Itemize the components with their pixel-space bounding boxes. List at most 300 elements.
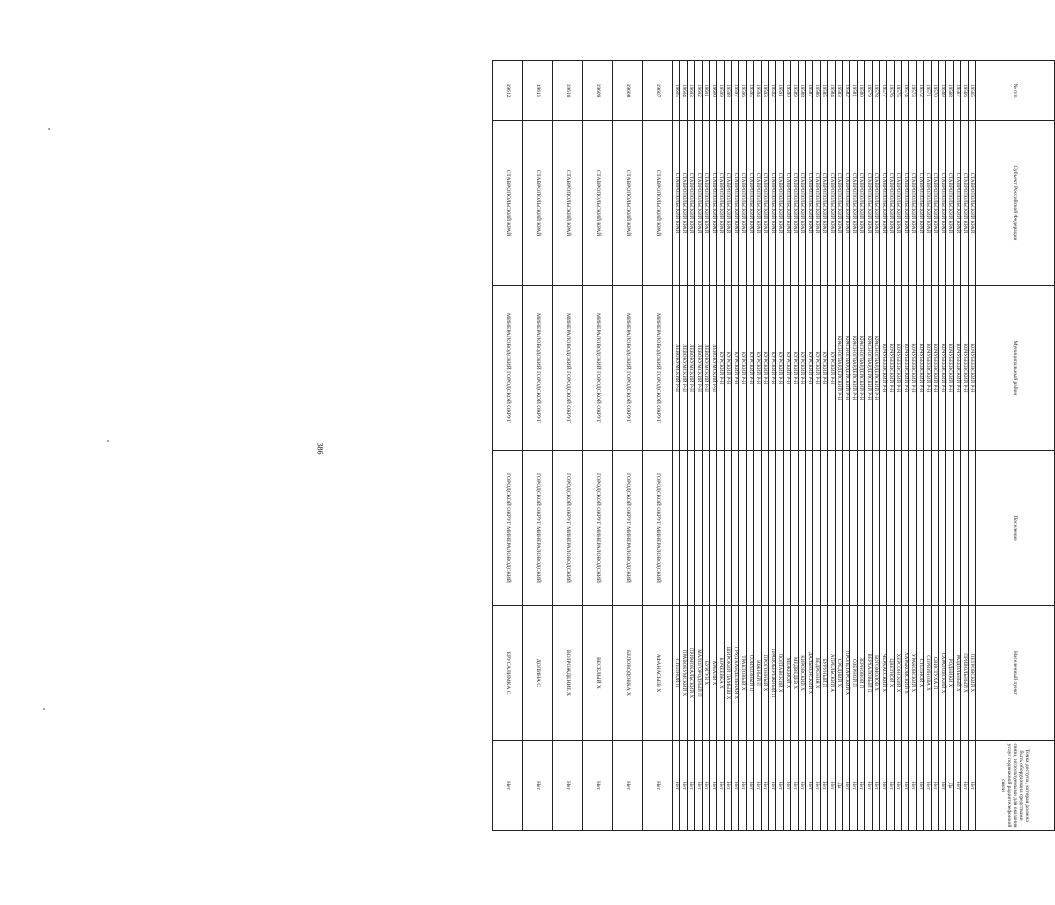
access-point-cell: Нет [931,741,938,831]
subject-cell: СТАВРОПОЛЬСКИЙ КРАЙ [687,121,694,286]
district-cell: КОЧУБЕЕВСКИЙ Р-Н [953,286,960,451]
district-cell: КРАСНОГВАРДЕЙСКИЙ Р-Н [835,286,842,451]
locality-cell: ПРОЛЕТАРСКИЙ Х [842,606,849,741]
access-point-cell: Нет [791,741,798,831]
table-row [702,61,709,831]
table-row [850,61,857,831]
table-row [939,61,946,831]
table-row [946,61,953,831]
district-cell: КОЧУБЕЕВСКИЙ Р-Н [961,286,968,451]
access-point-cell: Нет [850,741,857,831]
subject-cell: СТАВРОПОЛЬСКИЙ КРАЙ [835,121,842,286]
locality-cell: РОДНИКИ Х [946,606,953,741]
locality-cell: ВОЗРОЖДЕНИЕ Х [552,606,582,741]
header-locality: Населенный пункт [976,606,1055,741]
access-point-cell: Нет [820,741,827,831]
locality-cell: ХАРЬКОВСКИЙ Х [902,606,909,741]
access-point-cell: Да [946,741,953,831]
subject-cell: СТАВРОПОЛЬСКИЙ КРАЙ [916,121,923,286]
settlement-cell [813,451,820,606]
table-row [769,61,776,831]
table-row [865,61,872,831]
settlement-cell [776,451,783,606]
row-number-cell: 19590 [783,61,790,121]
access-point-cell: Нет [761,741,768,831]
row-number-cell: 19579 [865,61,872,121]
access-point-cell: Нет [739,741,746,831]
settlement-cell [724,451,731,606]
district-cell: КРАСНОГВАРДЕЙСКИЙ Р-Н [842,286,849,451]
settlement-cell [850,451,857,606]
district-cell: КУРСКИЙ Р-Н [783,286,790,451]
table-row [961,61,968,831]
subject-cell: СТАВРОПОЛЬСКИЙ КРАЙ [857,121,864,286]
subject-cell: СТАВРОПОЛЬСКИЙ КРАЙ [783,121,790,286]
subject-cell: СТАВРОПОЛЬСКИЙ КРАЙ [894,121,901,286]
row-number-cell: 19574 [902,61,909,121]
access-point-cell: Нет [717,741,724,831]
district-cell: КУРСКИЙ Р-Н [813,286,820,451]
settlement-cell: ГОРОДСКОЙ ОКРУГ МИНЕРАЛОВОДСКИЙ [522,451,552,606]
subject-cell: СТАВРОПОЛЬСКИЙ КРАЙ [724,121,731,286]
locality-cell: ШИРОКИЙ ЛАМЫШ Х [724,606,731,741]
table-row [680,61,687,831]
row-number-cell: 19596 [739,61,746,121]
locality-cell: ПРАВОБЕРЕЖНЫЙ П [769,606,776,741]
row-number-cell: 19593 [761,61,768,121]
settlement-cell [702,451,709,606]
access-point-cell: Нет [953,741,960,831]
row-number-cell: 19610 [552,61,582,121]
locality-cell: РАЗДОЛЬНЫЙ Х [953,606,960,741]
district-cell: ЛЕВОКУМСКИЙ Р-Н [702,286,709,451]
district-cell: КУРСКИЙ Р-Н [761,286,768,451]
subject-cell: СТАВРОПОЛЬСКИЙ КРАЙ [850,121,857,286]
locality-cell: УРАКОВСКИЙ Х [909,606,916,741]
settlement-cell: ГОРОДСКОЙ ОКРУГ МИНЕРАЛОВОДСКИЙ [582,451,612,606]
table-row [783,61,790,831]
district-cell: ЛЕВОКУМСКИЙ Р-Н [680,286,687,451]
table-row [894,61,901,831]
settlement-cell [842,451,849,606]
subject-cell: СТАВРОПОЛЬСКИЙ КРАЙ [806,121,813,286]
locality-cell: ДОЛИНА С [522,606,552,741]
locality-cell: ВЕДРЕННЯ Х [813,606,820,741]
access-point-cell: Нет [522,741,552,831]
district-cell: КУРСКИЙ Р-Н [724,286,731,451]
district-cell: ЛЕВОКУМСКИЙ Р-Н [695,286,702,451]
district-cell: КУРСКИЙ Р-Н [828,286,835,451]
access-point-cell: Нет [552,741,582,831]
row-number-cell: 19607 [642,61,672,121]
access-point-cell: Нет [672,741,679,831]
access-point-cell: Нет [872,741,879,831]
table-row [968,61,975,831]
settlement-cell [857,451,864,606]
row-number-cell: 19568 [946,61,953,121]
row-number-cell: 19567 [953,61,960,121]
subject-cell: СТАВРОПОЛЬСКИЙ КРАЙ [828,121,835,286]
district-cell: КУРСКИЙ Р-Н [717,286,724,451]
access-point-cell: Нет [961,741,968,831]
table-row [857,61,864,831]
access-point-cell: Нет [709,741,716,831]
locality-cell: АПРЕЛЬСКИЙ А [828,606,835,741]
row-number-cell: 19585 [820,61,827,121]
access-point-cell: Нет [492,741,522,831]
access-point-cell: Нет [702,741,709,831]
subject-cell: СТАВРОПОЛЬСКИЙ КРАЙ [931,121,938,286]
subject-cell: СТАВРОПОЛЬСКИЙ КРАЙ [702,121,709,286]
locality-cell: ЗЕРНОВОЙ П [857,606,864,741]
scan-speck [48,128,50,130]
access-point-cell: Нет [968,741,975,831]
settlement-cell [894,451,901,606]
table-row [522,61,552,831]
header-district: Муниципальный район [976,286,1055,451]
settlement-cell [746,451,753,606]
row-number-cell: 19589 [791,61,798,121]
access-point-cell: Нет [924,741,931,831]
table-row [612,61,642,831]
subject-cell: СТАВРОПОЛЬСКИЙ КРАЙ [709,121,716,286]
locality-cell: КИРОВСКИЙ Х [798,606,805,741]
district-cell: КРАСНОГВАРДЕЙСКИЙ Р-Н [872,286,879,451]
settlement-cell [739,451,746,606]
locality-cell: СОВХОЗНЫЙ П [746,606,753,741]
row-number-cell: 19575 [894,61,901,121]
access-point-cell: Нет [894,741,901,831]
district-cell: КОЧУБЕЕВСКИЙ Р-Н [924,286,931,451]
row-number-cell: 19577 [879,61,886,121]
row-number-cell: 19605 [672,61,679,121]
table-row [492,61,522,831]
subject-cell: СТАВРОПОЛЬСКИЙ КРАЙ [717,121,724,286]
access-point-cell: Нет [769,741,776,831]
settlement-cell [902,451,909,606]
row-number-cell: 19591 [776,61,783,121]
locality-cell: АРБАЛИ Х [709,606,716,741]
table-row [724,61,731,831]
table-row [916,61,923,831]
locality-cell: БОГОМОЛОВ Х [872,606,879,741]
access-point-cell: Нет [842,741,849,831]
access-point-cell: Нет [687,741,694,831]
district-cell: КУРСКИЙ Р-Н [776,286,783,451]
locality-cell: САРАТОВСКИЙ Х [939,606,946,741]
subject-cell: СТАВРОПОЛЬСКИЙ КРАЙ [879,121,886,286]
district-cell: КУРСКИЙ Р-Н [806,286,813,451]
table-row [806,61,813,831]
table-row [953,61,960,831]
table-row [924,61,931,831]
table-row [695,61,702,831]
district-cell: КРАСНОГВАРДЕЙСКИЙ Р-Н [850,286,857,451]
subject-cell: СТАВРОПОЛЬСКИЙ КРАЙ [522,121,552,286]
table-row [552,61,582,831]
locality-cell: СТЕПНОЙ Х [916,606,923,741]
subject-cell: СТАВРОПОЛЬСКИЙ КРАЙ [642,121,672,286]
settlement-cell [806,451,813,606]
row-number-cell: 19571 [924,61,931,121]
subject-cell: СТАВРОПОЛЬСКИЙ КРАЙ [776,121,783,286]
row-number-cell: 19583 [835,61,842,121]
locality-cell: ДАЛЬНЕНСКИЙ Х [806,606,813,741]
access-point-cell: Нет [776,741,783,831]
subject-cell: СТАВРОПОЛЬСКИЙ КРАЙ [953,121,960,286]
district-cell: КРАСНОГВАРДЕЙСКИЙ Р-Н [865,286,872,451]
subject-cell: СТАВРОПОЛЬСКИЙ КРАЙ [582,121,612,286]
access-point-cell: Нет [902,741,909,831]
locality-cell: СТЕПНОЙ П [672,606,679,741]
locality-table [492,60,1055,831]
settlement-cell [687,451,694,606]
row-number-cell: 19594 [754,61,761,121]
table-header-row [976,61,1055,831]
settlement-cell: ГОРОДСКОЙ ОКРУГ МИНЕРАЛОВОДСКИЙ [552,451,582,606]
locality-cell: ЧЕРКАССКИЙ Х [879,606,886,741]
locality-cell: АФАНАСЬЕВ Х [642,606,672,741]
locality-cell: СВИСТУХА П [931,606,938,741]
locality-cell: МАЛОГОРОДНЫЙ П [695,606,702,741]
row-number-cell: 19608 [612,61,642,121]
subject-cell: СТАВРОПОЛЬСКИЙ КРАЙ [968,121,975,286]
row-number-cell: 19592 [769,61,776,121]
subject-cell: СТАВРОПОЛЬСКИЙ КРАЙ [939,121,946,286]
settlement-cell [680,451,687,606]
access-point-cell: Нет [680,741,687,831]
district-cell: КУРСКИЙ Р-Н [820,286,827,451]
district-cell: КОЧУБЕЕВСКИЙ Р-Н [909,286,916,451]
table-row [687,61,694,831]
district-cell: МИНЕРАЛОВОДСКИЙ ГОРОДСКОЙ ОКРУГ [612,286,642,451]
access-point-cell: Нет [813,741,820,831]
rotated-document-sheet [504,60,1055,830]
settlement-cell [946,451,953,606]
access-point-cell: Нет [612,741,642,831]
row-number-cell: 19569 [939,61,946,121]
settlement-cell [798,451,805,606]
settlement-cell [953,451,960,606]
access-point-cell: Нет [732,741,739,831]
row-number-cell: 19597 [732,61,739,121]
access-point-cell: Да [835,741,842,831]
district-cell: КОЧУБЕЕВСКИЙ Р-Н [879,286,886,451]
subject-cell: СТАВРОПОЛЬСКИЙ КРАЙ [680,121,687,286]
settlement-cell [791,451,798,606]
locality-cell: ПРАВОКУМСКИЙ Х [680,606,687,741]
subject-cell: СТАВРОПОЛЬСКИЙ КРАЙ [887,121,894,286]
district-cell: КОЧУБЕЕВСКИЙ Р-Н [946,286,953,451]
settlement-cell [732,451,739,606]
subject-cell: СТАВРОПОЛЬСКИЙ КРАЙ [872,121,879,286]
row-number-cell: 19604 [680,61,687,121]
locality-cell: КОЧЕЕВКА Х [717,606,724,741]
settlement-cell [717,451,724,606]
settlement-cell: ГОРОДСКОЙ ОКРУГ МИНЕРАЛОВОДСКИЙ [612,451,642,606]
row-number-cell: 19587 [806,61,813,121]
access-point-cell: Нет [916,741,923,831]
district-cell: ЛЕВОКУМСКИЙ Р-Н [687,286,694,451]
row-number-cell: 19566 [961,61,968,121]
table-row [746,61,753,831]
settlement-cell [931,451,938,606]
table-row [798,61,805,831]
table-row [642,61,672,831]
locality-cell: ХЕРСОНСКИЙ Х [894,606,901,741]
row-number-cell: 19598 [724,61,731,121]
locality-cell: ПРИМОКАЛЬСКИЙ Х [687,606,694,741]
page-number: 386 [315,442,325,455]
scan-speck [43,708,45,710]
settlement-cell [968,451,975,606]
access-point-cell: Нет [857,741,864,831]
settlement-cell [754,451,761,606]
table-row [813,61,820,831]
row-number-cell: 19580 [857,61,864,121]
table-row [931,61,938,831]
access-point-cell: Нет [939,741,946,831]
access-point-cell: Нет [828,741,835,831]
settlement-cell [820,451,827,606]
district-cell: КУРСКИЙ Р-Н [746,286,753,451]
row-number-cell: 19570 [931,61,938,121]
subject-cell: СТАВРОПОЛЬСКИЙ КРАЙ [739,121,746,286]
table-row [717,61,724,831]
subject-cell: СТАВРОПОЛЬСКИЙ КРАЙ [672,121,679,286]
district-cell: КУРСКИЙ Р-Н [732,286,739,451]
district-cell: ЛЕВОКУМСКИЙ Р-Н [709,286,716,451]
table-row [791,61,798,831]
settlement-cell [769,451,776,606]
district-cell: КУРСКИЙ Р-Н [769,286,776,451]
locality-cell: ГРУД КАНДЕЛЬНАЯ Х [732,606,739,741]
district-cell: МИНЕРАЛОВОДСКИЙ ГОРОДСКОЙ ОКРУГ [492,286,522,451]
row-number-cell: 19565 [968,61,975,121]
subject-cell: СТАВРОПОЛЬСКИЙ КРАЙ [902,121,909,286]
row-number-cell: 19573 [909,61,916,121]
access-point-cell: Нет [746,741,753,831]
row-number-cell: 19595 [746,61,753,121]
row-number-cell: 19600 [709,61,716,121]
table-row [761,61,768,831]
table-row [776,61,783,831]
row-number-cell: 19612 [492,61,522,121]
locality-cell: ТРАКТОВЫЙ Х [739,606,746,741]
subject-cell: СТАВРОПОЛЬСКИЙ КРАЙ [946,121,953,286]
subject-cell: СТАВРОПОЛЬСКИЙ КРАЙ [552,121,582,286]
district-cell: КОЧУБЕЕВСКИЙ Р-Н [887,286,894,451]
subject-cell: СТАВРОПОЛЬСКИЙ КРАЙ [754,121,761,286]
settlement-cell [872,451,879,606]
subject-cell: СТАВРОПОЛЬСКИЙ КРАЙ [813,121,820,286]
table-row [887,61,894,831]
table-row [842,61,849,831]
row-number-cell: 19582 [842,61,849,121]
scan-speck [107,440,109,442]
subject-cell: СТАВРОПОЛЬСКИЙ КРАЙ [909,121,916,286]
subject-cell: СТАВРОПОЛЬСКИЙ КРАЙ [492,121,522,286]
locality-cell: БУРГУН Х [702,606,709,741]
table-row [828,61,835,831]
table-row [835,61,842,831]
subject-cell: СТАВРОПОЛЬСКИЙ КРАЙ [865,121,872,286]
access-point-cell: Нет [642,741,672,831]
table-row [909,61,916,831]
header-settlement: Поселение [976,451,1055,606]
district-cell: КУРСКИЙ Р-Н [798,286,805,451]
settlement-cell [835,451,842,606]
header-num: № п/п [976,61,1055,121]
row-number-cell: 19601 [702,61,709,121]
access-point-cell: Нет [695,741,702,831]
table-row [709,61,716,831]
access-point-cell: Нет [887,741,894,831]
subject-cell: СТАВРОПОЛЬСКИЙ КРАЙ [612,121,642,286]
subject-cell: СТАВРОПОЛЬСКИЙ КРАЙ [924,121,931,286]
settlement-cell [879,451,886,606]
subject-cell: СТАВРОПОЛЬСКИЙ КРАЙ [820,121,827,286]
table-row [879,61,886,831]
locality-cell: МЕЖЕВОЙ Х [783,606,790,741]
locality-cell: ОЗЕРНОЙ П [850,606,857,741]
district-cell: КРАСНОГВАРДЕЙСКИЙ Р-Н [857,286,864,451]
district-cell: МИНЕРАЛОВОДСКИЙ ГОРОДСКОЙ ОКРУГ [642,286,672,451]
row-number-cell: 19581 [850,61,857,121]
header-subject: Субъект Российской Федерации [976,121,1055,286]
settlement-cell [887,451,894,606]
settlement-cell [916,451,923,606]
row-number-cell: 19609 [582,61,612,121]
locality-cell: ПЕТРОВСКИЙ Х [968,606,975,741]
settlement-cell [828,451,835,606]
locality-cell: ПОЛТАВСКИЙ Х [776,606,783,741]
district-cell: КУРСКИЙ Р-Н [754,286,761,451]
row-number-cell: 19603 [687,61,694,121]
row-number-cell: 19584 [828,61,835,121]
settlement-cell [695,451,702,606]
district-cell: КОЧУБЕЕВСКИЙ Р-Н [939,286,946,451]
locality-cell: БЕЛОВОДОВКА Х [612,606,642,741]
table-row [902,61,909,831]
locality-cell: МЕДВЕДЕВ Х [791,606,798,741]
row-number-cell: 19611 [522,61,552,121]
row-number-cell: 19588 [798,61,805,121]
settlement-cell [761,451,768,606]
settlement-cell [939,451,946,606]
locality-cell: СРЕДНИЙ Х [835,606,842,741]
district-cell: КОЧУБЕЕВСКИЙ Р-Н [894,286,901,451]
locality-cell: ВЕРХАЛОВЫЙ П [865,606,872,741]
settlement-cell [961,451,968,606]
subject-cell: СТАВРОПОЛЬСКИЙ КРАЙ [732,121,739,286]
access-point-cell: Нет [754,741,761,831]
subject-cell: СТАВРОПОЛЬСКИЙ КРАЙ [791,121,798,286]
table-row [732,61,739,831]
locality-cell: ЦВЕТНОЙ Х [887,606,894,741]
locality-cell: ЮЖНЫЙ П [754,606,761,741]
settlement-cell: ГОРОДСКОЙ ОКРУГ МИНЕРАЛОВОДСКИЙ [492,451,522,606]
table-row [672,61,679,831]
locality-cell: ПРОГОННЫЙ Х [761,606,768,741]
subject-cell: СТАВРОПОЛЬСКИЙ КРАЙ [769,121,776,286]
access-point-cell: Нет [909,741,916,831]
row-number-cell: 19572 [916,61,923,121]
access-point-cell: Нет [582,741,612,831]
district-cell: МИНЕРАЛОВОДСКИЙ ГОРОДСКОЙ ОКРУГ [552,286,582,451]
settlement-cell: ГОРОДСКОЙ ОКРУГ МИНЕРАЛОВОДСКИЙ [642,451,672,606]
access-point-cell: Нет [783,741,790,831]
